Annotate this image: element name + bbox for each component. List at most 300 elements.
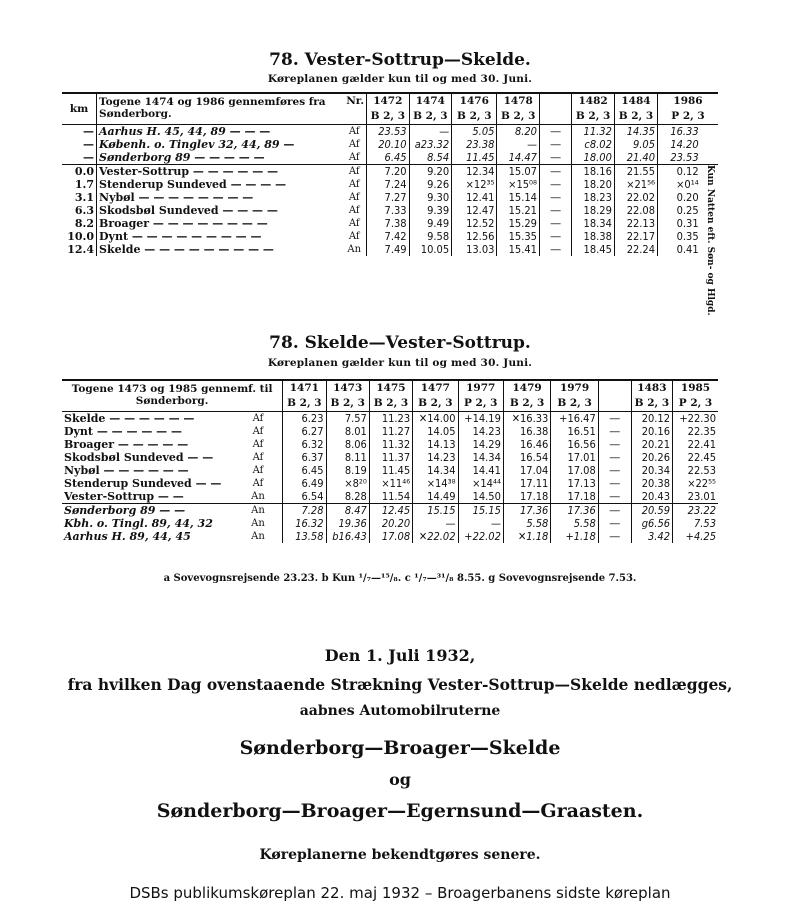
time-cell: 18.38 (572, 230, 615, 243)
time-cell: — (539, 138, 571, 151)
direction-arrow (268, 517, 282, 530)
af-an-label: An (347, 243, 362, 255)
af-an-label: An (251, 530, 265, 542)
train-class: B 2, 3 (367, 109, 410, 125)
time-cell: 22.45 (673, 451, 718, 464)
time-cell: — (598, 425, 631, 438)
time-cell: 14.20 (658, 138, 701, 151)
time-cell: 6.49 (283, 477, 326, 490)
af-an-label: An (251, 517, 265, 529)
time-cell: 17.18 (551, 490, 598, 504)
train-class (598, 396, 631, 412)
time-cell: 18.34 (572, 217, 615, 230)
time-cell: — (409, 125, 452, 139)
table-row (62, 517, 718, 530)
time-cell: ×21⁵⁶ (614, 178, 657, 191)
station-name: Stenderup Sundeved — — — — (97, 178, 343, 191)
time-cell: 0.20 (658, 191, 701, 204)
time-cell: 20.38 (631, 477, 672, 490)
timetable-2-title: 78. Skelde—Vester-Sottrup. (269, 333, 531, 353)
time-cell: 17.11 (503, 477, 550, 490)
table-row (62, 191, 718, 204)
time-cell: ✕14.00 (413, 412, 458, 426)
time-cell: 17.18 (503, 490, 550, 504)
station-name: Sønderborg 89 — — — — — (97, 151, 343, 165)
time-cell: — (598, 464, 631, 477)
table-row (62, 178, 718, 191)
direction-arrow (268, 438, 282, 451)
af-an-label: An (248, 504, 269, 518)
station-name: Aarhus H. 89, 44, 45 (64, 530, 191, 543)
header-note: Togene 1474 og 1986 gennemføres fra Sønderborg. (99, 96, 326, 120)
af-an-label: Af (252, 438, 264, 450)
station-name: Dynt — — — — — — (64, 425, 182, 438)
time-cell: — (598, 490, 631, 504)
time-cell: 20.12 (631, 412, 672, 426)
time-cell: ×14³⁸ (413, 477, 458, 490)
af-an-label: Af (348, 178, 360, 190)
time-cell: 20.59 (631, 504, 672, 518)
side-note: Kun Natten eft. Søn- og Hlgd. (701, 165, 718, 257)
time-cell: 6.37 (283, 451, 326, 464)
time-cell: ×15⁰⁸ (497, 178, 540, 191)
time-cell: 14.13 (413, 438, 458, 451)
train-nr (598, 380, 631, 396)
time-cell: 17.36 (503, 504, 550, 518)
time-cell: 9.26 (409, 178, 452, 191)
train-class: B 2, 3 (497, 109, 540, 125)
time-cell: 8.06 (326, 438, 369, 451)
time-cell: — (458, 517, 503, 530)
bus-route-1: Sønderborg—Broager—Skelde (239, 737, 561, 759)
km-value: 6.3 (74, 204, 95, 217)
time-cell: 12.47 (452, 204, 497, 217)
time-cell: 17.01 (551, 451, 598, 464)
time-cell: 20.10 (367, 138, 410, 151)
time-cell: 8.11 (326, 451, 369, 464)
time-cell: 20.34 (631, 464, 672, 477)
km-value: 0.0 (62, 165, 97, 179)
time-cell: +1.18 (551, 530, 598, 543)
time-cell: 7.33 (367, 204, 410, 217)
time-cell: 12.34 (452, 165, 497, 179)
table-row (62, 243, 718, 256)
time-cell: b16.43 (326, 530, 369, 543)
time-cell: — (539, 165, 571, 179)
time-cell: 16.46 (503, 438, 550, 451)
time-cell: a23.32 (409, 138, 452, 151)
header-note: Togene 1473 og 1985 gennemf. til Sønderborg. (71, 383, 273, 407)
km-value: 1.7 (74, 178, 95, 191)
km-header: km (62, 93, 97, 125)
time-cell: 11.37 (369, 451, 412, 464)
station-name: Skodsbøl Sundeved — — — — (97, 204, 343, 217)
time-cell: 15.29 (497, 217, 540, 230)
time-cell: +22.30 (673, 412, 718, 426)
af-an-label: Af (348, 138, 360, 150)
train-class: B 2, 3 (409, 109, 452, 125)
train-nr: 1986 (658, 93, 718, 109)
station-name: Københ. o. Tinglev 32, 44, 89 — (97, 138, 343, 151)
table-row (62, 425, 718, 438)
time-cell: +22.02 (458, 530, 503, 543)
train-nr: 1477 (413, 380, 458, 396)
train-class: B 2, 3 (572, 109, 615, 125)
time-cell: 18.45 (572, 243, 615, 256)
time-cell: 17.13 (551, 477, 598, 490)
time-cell: — (598, 504, 631, 518)
direction-arrow (268, 504, 282, 518)
train-nr: 1475 (369, 380, 412, 396)
time-cell: 14.34 (413, 464, 458, 477)
time-cell: 20.26 (631, 451, 672, 464)
time-cell: 17.08 (551, 464, 598, 477)
table-row (62, 490, 718, 504)
train-nr: 1471 (283, 380, 326, 396)
station-name: Dynt — — — — — — — — — (97, 230, 343, 243)
time-cell: — (539, 243, 571, 256)
time-cell: 7.57 (326, 412, 369, 426)
time-cell: 14.41 (458, 464, 503, 477)
direction-arrow (268, 530, 282, 543)
af-an-label: Af (348, 204, 360, 216)
station-name: Vester-Sottrup — — (64, 490, 184, 503)
announcement-text: aabnes Automobilruterne (299, 703, 501, 719)
announcement-text: fra hvilken Dag ovenstaaende Strækning Vester-Sottrup—Skelde nedlægges, (67, 675, 733, 694)
time-cell: 18.16 (572, 165, 615, 179)
time-cell: 11.32 (572, 125, 615, 139)
time-cell: 15.07 (497, 165, 540, 179)
time-cell: 0.25 (658, 204, 701, 217)
time-cell: 14.49 (413, 490, 458, 504)
spacer-cell (701, 125, 718, 139)
time-cell: +14.19 (458, 412, 503, 426)
time-cell: 20.16 (631, 425, 672, 438)
time-cell: 15.14 (497, 191, 540, 204)
time-cell: 7.38 (367, 217, 410, 230)
time-cell: 14.34 (458, 451, 503, 464)
time-cell: 18.00 (572, 151, 615, 165)
time-cell: 16.51 (551, 425, 598, 438)
time-cell: c8.02 (572, 138, 615, 151)
time-cell: 9.30 (409, 191, 452, 204)
station-name: Nybøl — — — — — — — — (97, 191, 343, 204)
time-cell: +16.47 (551, 412, 598, 426)
direction-arrow (268, 490, 282, 504)
page-caption: DSBs publikumskøreplan 22. maj 1932 – Broagerbanens sidste køreplan (129, 884, 671, 902)
time-cell: 14.23 (458, 425, 503, 438)
time-cell: 15.21 (497, 204, 540, 217)
direction-arrow (268, 464, 282, 477)
timetable-2-subtitle: Køreplanen gælder kun til og med 30. Juni. (267, 357, 533, 369)
direction-arrow (268, 477, 282, 490)
time-cell: 9.39 (409, 204, 452, 217)
time-cell: 0.31 (658, 217, 701, 230)
train-class: B 2, 3 (503, 396, 550, 412)
time-cell: — (539, 191, 571, 204)
station-name: Sønderborg 89 — — (62, 504, 248, 518)
km-value: — (83, 138, 95, 151)
time-cell: — (598, 412, 631, 426)
time-cell: 8.54 (409, 151, 452, 165)
km-value: — (83, 151, 95, 164)
time-cell: 22.35 (673, 425, 718, 438)
time-cell: 23.53 (367, 125, 410, 139)
km-value: 10.0 (67, 230, 95, 243)
af-an-label: Af (348, 151, 360, 163)
time-cell: — (598, 438, 631, 451)
table-row (62, 230, 718, 243)
time-cell: ✕1.18 (503, 530, 550, 543)
train-class: B 2, 3 (631, 396, 672, 412)
time-cell: 6.27 (283, 425, 326, 438)
table-row (62, 217, 718, 230)
time-cell: 6.45 (367, 151, 410, 165)
time-cell: 8.47 (326, 504, 369, 518)
time-cell: 19.36 (326, 517, 369, 530)
train-class: P 2, 3 (458, 396, 503, 412)
af-an-label: Af (252, 412, 264, 424)
time-cell: 0.35 (658, 230, 701, 243)
station-name: Vester-Sottrup — — — — — — (97, 165, 343, 179)
train-nr: 1979 (551, 380, 598, 396)
time-cell: ✕16.33 (503, 412, 550, 426)
train-nr: 1476 (452, 93, 497, 109)
time-cell: 10.05 (409, 243, 452, 256)
time-cell: 22.53 (673, 464, 718, 477)
train-nr: 1474 (409, 93, 452, 109)
train-class (539, 109, 571, 125)
time-cell: — (497, 138, 540, 151)
timetable-1-title: 78. Vester-Sottrup—Skelde. (269, 50, 531, 70)
table-row (62, 438, 718, 451)
time-cell: — (598, 477, 631, 490)
af-an-label: Af (348, 125, 360, 137)
time-cell: 5.05 (452, 125, 497, 139)
train-nr: 1473 (326, 380, 369, 396)
train-class: B 2, 3 (551, 396, 598, 412)
time-cell: 20.43 (631, 490, 672, 504)
time-cell: 7.27 (367, 191, 410, 204)
time-cell: 7.53 (673, 517, 718, 530)
train-class: B 2, 3 (326, 396, 369, 412)
time-cell: ×0¹⁴ (658, 178, 701, 191)
time-cell: 22.13 (614, 217, 657, 230)
km-value: — (83, 125, 95, 138)
time-cell: +4.25 (673, 530, 718, 543)
direction-arrow (268, 451, 282, 464)
table-row (62, 504, 718, 518)
time-cell: ×12³⁵ (452, 178, 497, 191)
time-cell: — (598, 530, 631, 543)
af-an-label: Af (252, 464, 264, 476)
time-cell: — (539, 230, 571, 243)
time-cell: ×22⁵⁵ (673, 477, 718, 490)
train-class: P 2, 3 (658, 109, 718, 125)
af-an-label: Af (252, 451, 264, 463)
time-cell: 14.35 (614, 125, 657, 139)
time-cell: 9.05 (614, 138, 657, 151)
time-cell: 21.40 (614, 151, 657, 165)
time-cell: 9.58 (409, 230, 452, 243)
train-class: B 2, 3 (413, 396, 458, 412)
table-row (62, 125, 718, 139)
time-cell: 0.41 (658, 243, 701, 256)
table-row (62, 138, 718, 151)
time-cell: 22.02 (614, 191, 657, 204)
time-cell: 6.45 (283, 464, 326, 477)
time-cell: 23.22 (673, 504, 718, 518)
timetable-vester-sottrup-skelde (62, 92, 718, 316)
time-cell: 23.53 (658, 151, 701, 165)
station-name: Aarhus H. 45, 44, 89 — — — (97, 125, 343, 139)
time-cell: — (598, 451, 631, 464)
time-cell: 9.20 (409, 165, 452, 179)
station-name: Skelde — — — — — — — — — (97, 243, 343, 256)
route-conjunction: og (389, 770, 411, 789)
time-cell: 22.41 (673, 438, 718, 451)
time-cell: 8.20 (497, 125, 540, 139)
time-cell: — (598, 517, 631, 530)
footnotes: a Sovevognsrejsende 23.23. b Kun ¹/₇—¹⁵/₈. c ¹/₇—³¹/₈ 8.55. g Sovevognsrejsende 7.53. (163, 573, 637, 584)
time-cell: 0.12 (658, 165, 701, 179)
time-cell: 7.20 (367, 165, 410, 179)
km-value: 8.2 (74, 217, 95, 230)
time-cell: 22.08 (614, 204, 657, 217)
time-cell: 8.28 (326, 490, 369, 504)
train-nr: 1985 (673, 380, 718, 396)
time-cell: 15.15 (458, 504, 503, 518)
train-nr: 1472 (367, 93, 410, 109)
time-cell: — (539, 151, 571, 165)
time-cell: 11.23 (369, 412, 412, 426)
timetable-1-subtitle: Køreplanen gælder kun til og med 30. Juni. (267, 73, 533, 85)
time-cell: 16.33 (658, 125, 701, 139)
announcement-note: Køreplanerne bekendtgøres senere. (259, 847, 541, 863)
table-row (62, 412, 718, 426)
time-cell: 12.41 (452, 191, 497, 204)
time-cell: 11.27 (369, 425, 412, 438)
time-cell: 15.15 (413, 504, 458, 518)
train-class: B 2, 3 (452, 109, 497, 125)
station-name: Broager — — — — — (64, 438, 189, 451)
time-cell: 14.23 (413, 451, 458, 464)
time-cell: — (539, 125, 571, 139)
time-cell: ×8²⁰ (326, 477, 369, 490)
train-class: P 2, 3 (673, 396, 718, 412)
time-cell: 6.54 (283, 490, 326, 504)
time-cell: 12.45 (369, 504, 412, 518)
time-cell: 16.32 (283, 517, 326, 530)
time-cell: 18.23 (572, 191, 615, 204)
time-cell: 12.52 (452, 217, 497, 230)
time-cell: 21.55 (614, 165, 657, 179)
time-cell: 5.58 (551, 517, 598, 530)
time-cell: — (539, 178, 571, 191)
time-cell: 9.49 (409, 217, 452, 230)
time-cell: — (413, 517, 458, 530)
time-cell: 11.32 (369, 438, 412, 451)
table-row (62, 530, 718, 543)
station-name: Kbh. o. Tingl. 89, 44, 32 (64, 517, 213, 530)
time-cell: 5.58 (503, 517, 550, 530)
table-row (62, 151, 718, 165)
af-an-label: Af (252, 425, 264, 437)
time-cell: 11.54 (369, 490, 412, 504)
time-cell: 16.56 (551, 438, 598, 451)
af-an-label: Af (348, 217, 360, 229)
time-cell: 11.45 (369, 464, 412, 477)
train-nr: 1482 (572, 93, 615, 109)
time-cell: 14.29 (458, 438, 503, 451)
time-cell: ×14⁴⁴ (458, 477, 503, 490)
km-value: 12.4 (67, 243, 95, 256)
train-nr (539, 93, 571, 109)
time-cell: 7.28 (283, 504, 326, 518)
time-cell: 22.24 (614, 243, 657, 256)
af-an-label: Af (252, 477, 264, 489)
time-cell: — (539, 204, 571, 217)
time-cell: 6.23 (283, 412, 326, 426)
time-cell: 20.20 (369, 517, 412, 530)
time-cell: 8.01 (326, 425, 369, 438)
af-an-label: Af (348, 191, 360, 203)
time-cell: 17.04 (503, 464, 550, 477)
time-cell: 23.38 (452, 138, 497, 151)
train-nr: 1478 (497, 93, 540, 109)
train-nr: 1483 (631, 380, 672, 396)
time-cell: ✕22.02 (413, 530, 458, 543)
time-cell: 23.01 (673, 490, 718, 504)
timetable-skelde-vester-sottrup (62, 379, 718, 543)
time-cell: 17.36 (551, 504, 598, 518)
station-name: Broager — — — — — — — — (97, 217, 343, 230)
station-name: Skelde — — — — — — (64, 412, 195, 425)
time-cell: 14.50 (458, 490, 503, 504)
table-row (62, 464, 718, 477)
spacer-cell (701, 151, 718, 165)
time-cell: 3.42 (631, 530, 672, 543)
station-name: Nybøl — — — — — — (64, 464, 189, 477)
time-cell: 14.47 (497, 151, 540, 165)
train-nr: 1484 (614, 93, 657, 109)
station-name: Stenderup Sundeved — — (64, 477, 222, 490)
bus-route-2: Sønderborg—Broager—Egernsund—Graasten. (156, 800, 644, 822)
time-cell: 12.56 (452, 230, 497, 243)
time-cell: 18.20 (572, 178, 615, 191)
table-row (62, 165, 718, 179)
train-nr: 1977 (458, 380, 503, 396)
direction-arrow (268, 412, 282, 426)
time-cell: 16.54 (503, 451, 550, 464)
af-an-label: Af (348, 230, 360, 242)
time-cell: — (539, 217, 571, 230)
train-class: B 2, 3 (614, 109, 657, 125)
time-cell: 16.38 (503, 425, 550, 438)
train-nr: 1479 (503, 380, 550, 396)
time-cell: 17.08 (369, 530, 412, 543)
nr-label: Nr. (342, 93, 366, 109)
table-row (62, 204, 718, 217)
time-cell: 6.32 (283, 438, 326, 451)
time-cell: 13.03 (452, 243, 497, 256)
time-cell: 15.35 (497, 230, 540, 243)
time-cell: 7.42 (367, 230, 410, 243)
train-class: B 2, 3 (369, 396, 412, 412)
announcement-date: Den 1. Juli 1932, (324, 646, 476, 665)
time-cell: 20.21 (631, 438, 672, 451)
time-cell: g6.56 (631, 517, 672, 530)
